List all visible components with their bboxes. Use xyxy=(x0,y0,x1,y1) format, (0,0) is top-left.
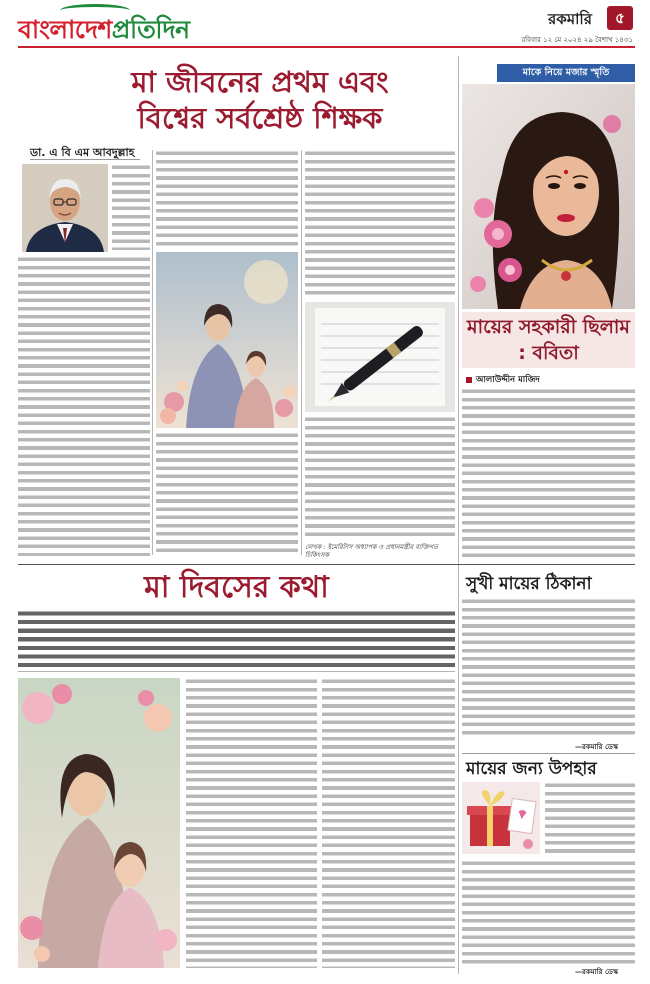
mothers-day-body-text xyxy=(322,678,455,968)
gift-body-text xyxy=(462,860,635,964)
gift-body-text xyxy=(545,782,635,854)
feature-byline xyxy=(466,373,540,387)
mothers-day-headline: মা দিবসের কথা xyxy=(144,570,329,605)
desk-credit: —রকমারি ডেস্ক xyxy=(575,743,618,751)
page-number: ৫ xyxy=(607,6,633,30)
lead-headline-line-2: বিশ্বের সর্বশ্রেষ্ঠ শিক্ষক xyxy=(137,101,383,135)
date-line: রবিবার ১২ মে ২০২৪ ২৯ বৈশাখ ১৪৩১ xyxy=(521,36,633,44)
sidebar-rule xyxy=(462,753,635,754)
actress-photo xyxy=(462,84,635,309)
byline-rule xyxy=(30,159,140,160)
logo-part-2: প্রতিদিন xyxy=(111,15,190,44)
lead-headline xyxy=(60,64,460,136)
logo-part-1: বাংলাদেশ xyxy=(18,15,112,44)
column-rule xyxy=(301,150,302,555)
lead-body-text xyxy=(156,432,298,556)
author-note: লেখক : ইমেরিটাস অধ্যাপক ও প্রধানমন্ত্রীর ব্যক্তিগত চিকিৎসক xyxy=(305,543,439,559)
lead-byline: ডা. এ বি এম আবদুল্লাহ xyxy=(30,146,135,159)
feature-body-text xyxy=(462,388,635,560)
lead-body-text xyxy=(112,164,150,250)
lead-body-text xyxy=(305,416,455,540)
lead-body-text xyxy=(305,150,455,298)
mothers-day-body-text xyxy=(186,678,317,968)
section-name: রকমারি xyxy=(548,10,592,28)
section-rule xyxy=(18,564,635,565)
byline-square-icon xyxy=(466,377,472,383)
mothers-day-intro-text xyxy=(18,610,455,672)
happy-mother-title: সুখী মায়ের ঠিকানা xyxy=(466,574,592,594)
pen-on-paper-photo xyxy=(305,302,455,412)
mother-child-illustration xyxy=(156,252,298,428)
masthead-rule xyxy=(18,46,635,48)
author-photo xyxy=(22,164,108,252)
gift-photo xyxy=(462,782,540,854)
feature-kicker: মাকে নিয়ে মজার স্মৃতি xyxy=(497,64,635,82)
lead-headline-line-1: মা জীবনের প্রথম এবং xyxy=(131,65,389,99)
feature-headline: মায়ের সহকারী ছিলাম : ববিতা xyxy=(462,312,635,368)
feature-byline-name: আলাউদ্দীন মাজিদ xyxy=(476,375,540,385)
column-rule xyxy=(152,150,153,555)
gift-title: মায়ের জন্য উপহার xyxy=(466,759,597,779)
happy-mother-body-text xyxy=(462,598,635,738)
desk-credit: —রকমারি ডেস্ক xyxy=(575,968,618,976)
lead-body-text xyxy=(18,256,150,556)
section-divider xyxy=(458,56,459,974)
lead-body-text xyxy=(156,150,298,248)
mother-daughter-painting xyxy=(18,678,180,968)
